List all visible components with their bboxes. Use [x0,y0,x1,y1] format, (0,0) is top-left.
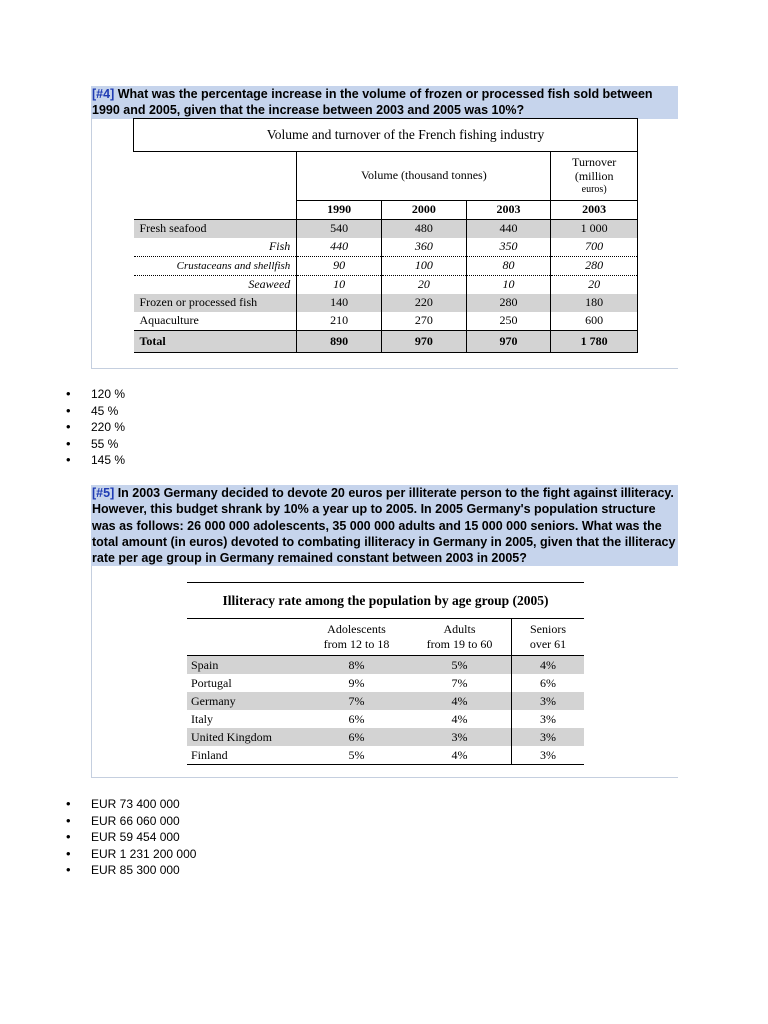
list-item[interactable]: • EUR 85 300 000 [66,862,196,879]
table-row: Aquaculture 210 270 250 600 [134,312,638,331]
table-row: Finland 5% 4% 3% [187,746,584,765]
list-item[interactable]: • EUR 73 400 000 [66,796,196,813]
table-row: United Kingdom 6% 3% 3% [187,728,584,746]
year-header: 1990 [297,200,382,219]
question-5-text: In 2003 Germany decided to devote 20 euros per illiterate person to the fight against illiteracy. However, this budget shrank by 10% a year up to 2005. In 2005 Germany's population structure was as follows: 26 000 000 adolescents, 35 000 000 adults and 15 000 000 seniors. What was the total amount (in euros) devoted to combating illiteracy in Germany in 2005, given that the illiteracy rate per age group in Germany remained constant between 2003 in 2005? [92,486,676,566]
table-row: Italy 6% 4% 3% [187,710,584,728]
list-item[interactable]: • EUR 1 231 200 000 [66,846,196,863]
list-item[interactable]: • EUR 66 060 000 [66,813,196,830]
question-5-header [91,485,678,566]
table-row: Crustaceans and shellfish 90 100 80 280 [134,256,638,275]
fishing-industry-table [133,118,638,353]
table-row: Fish 440 360 350 700 [134,238,638,257]
question-5-options [66,796,196,879]
table-row: Seaweed 10 20 10 20 [134,275,638,294]
question-4-number: [#4] [92,87,115,101]
illiteracy-table-title: Illiteracy rate among the population by age group (2005) [187,583,584,619]
table-row: Fresh seafood 540 480 440 1 000 [134,219,638,238]
total-row: Total 890 970 970 1 780 [134,330,638,352]
list-item[interactable]: • 220 % [66,419,125,436]
table-row: Portugal 9% 7% 6% [187,674,584,692]
question-4-header [91,86,678,119]
list-item[interactable]: • 45 % [66,403,125,420]
list-item[interactable]: • 120 % [66,386,125,403]
adults-header: Adults from 19 to 60 [408,619,512,656]
adolescents-header: Adolescents from 12 to 18 [305,619,408,656]
volume-header: Volume (thousand tonnes) [297,152,551,201]
table-row: Frozen or processed fish 140 220 280 180 [134,294,638,312]
question-5-number: [#5] [92,486,115,500]
year-header: 2000 [381,200,466,219]
list-item[interactable]: • 145 % [66,452,125,469]
year-header: 2003 [551,200,638,219]
table-row: Germany 7% 4% 3% [187,692,584,710]
fishing-table-title: Volume and turnover of the French fishing industry [134,119,638,152]
question-4-text: What was the percentage increase in the volume of frozen or processed fish sold between 1990 and 2005, given that the increase between 2003 and 2005 was 10%? [92,87,653,118]
year-header: 2003 [466,200,551,219]
seniors-header: Seniors over 61 [512,619,585,656]
question-4-options [66,386,125,469]
list-item[interactable]: • 55 % [66,436,125,453]
table-row: Spain 8% 5% 4% [187,656,584,675]
illiteracy-table [187,582,584,765]
turnover-header: Turnover (million euros) [551,152,638,201]
list-item[interactable]: • EUR 59 454 000 [66,829,196,846]
